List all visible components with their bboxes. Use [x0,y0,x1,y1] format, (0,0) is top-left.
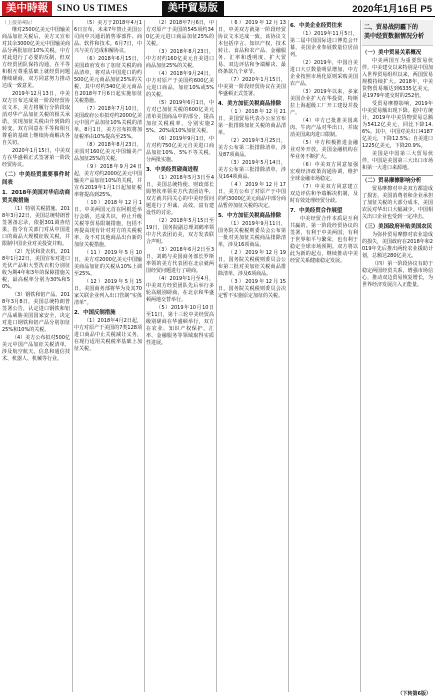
subheading: 4．美方加征关税商品排除 [218,101,282,107]
paragraph: （2）光伏和洗衣机。2018年1月22日，美国宣布对进口光伏产品和大型洗衣机分别征收为期4年和3年的保障措施关税，最高税率分别为30%和50%。 [2,249,70,290]
paragraph: （5）美方于2018年4月16日宣布，未来7年禁止美国公司向中兴通讯销售零部件、商品、软件和技术。6月7日，中兴与美方达成和解协议。 [74,20,142,54]
column-divider [288,20,289,692]
paragraph: 继对2500亿美元中国输美商品加征关税后，美方又宣布对其余3000亿美元中国输美商品分两批加征10%关税。中方对此进行了必要的反制，但双方经贸团队保持沟通，在平等和相互尊重基础上就经贸问题继续磋商，双方同意努力推动达成一致意见。 [2,27,70,89]
paragraph: （3）2019年以来，多家美国企业扩大在华投资，特斯拉上海超级工厂开工建设并投产。 [290,89,358,116]
column-5 [290,20,358,692]
column-1 [2,20,70,692]
paragraph: （1）2018年5月3日至4日，美国总统特使、财政部长姆努钦率领美方代表团访华，双方就共同关心的中美经贸问题进行了坦诚、高效、富有建设性的讨论。 [146,175,214,216]
paragraph: （4）中方已批准美国禽肉、牛肉产品对华出口，并取消美国禽肉进口限制。 [290,118,358,138]
paragraph: （4）2018年9月24日，中方对原产于美国约600亿美元进口商品，加征10%或5%的关税。 [146,71,214,98]
paragraph: （2）2018年5月15日至19日，国务院副总理刘鹤率领中方代表团访美，双方发表联合声明。 [146,218,214,245]
section-title: 美中貿易版 [162,1,224,16]
subheading: 2．中国反制措施 [74,310,116,316]
subheading: 5．中方加征关税商品排除 [218,213,282,219]
paragraph: （4）美方公布拟对500亿美元中国产品加征关税清单，涉及航空航天、信息和通信技术、机器人、机械等行业。 [2,335,70,362]
paragraph: （2）2019年，中国自美进口大豆数量明显增加，中方企业按照市场化原则采购美国农产品。 [290,60,358,87]
column-divider [72,20,73,692]
paragraph: 贸易摩擦对中美双方都造成了损害。美国消费者和企业承担了加征关税的大部分成本，美国农民对华出口大幅减少。中国相关出口企业也受到一定冲击。 [362,186,433,220]
paragraph: （3）2018年8月23日，中方对约160亿美元自美进口商品加征25%的关税。 [146,49,214,69]
paragraph: （3）钢铁和铝产品。2018年3月8日，美国总统特朗普签署公告，认定进口钢铁和铝产品威胁美国国家安全，决定对进口钢铁和铝产品分别加征25%和10%的关税。 [2,292,70,333]
paragraph: （11）2019年5月10日，美方对2000亿美元中国输美商品加征的关税从10%上调至25%。 [74,250,142,277]
headline-line-2: 美中经贸数据情况分析 [364,33,425,40]
paragraph: （6）中美双方同意加强宏观经济政策沟通协调，维护全球金融市场稳定。 [290,162,358,182]
article-headline-box [362,20,433,46]
paragraph: 2019年12月13日，中美双方宣布达成第一阶段经贸协议文本，美方将履行分阶段取消对华产品加征关税的相关承诺，实现加征关税由升到降的转变。双方同意在平等和相互尊重的基础上继续协商解决各自关切。 [2,91,70,146]
subheading: （一）美中贸易关系概况 [362,50,422,56]
article-columns [2,20,433,692]
paragraph: （1）2018年12月21日，美国贸易代表办公室宣布第一批排除加征关税的商品清单。 [218,109,286,136]
paragraph: （5）2019年6月1日，中方对已加征关税的600亿美元清单美国商品中的部分，提高加征关税税率，分别实施25%、20%或10%加征关税。 [146,100,214,134]
paragraph: （5）2019年10月10日至11日，第十三轮中美经贸高级别磋商在华盛顿举行，双方在农业、知识产权保护、汇率、金融服务等领域取得实质性进展。 [146,305,214,346]
issue-date-page: 2020年1月16日 P5 [352,4,432,15]
column-2 [74,20,142,692]
paragraph: （7）2018年7月10日，美国政府公布拟对约2000亿美元中国产品加征10%关税的清单。8月1日，美方宣布拟将加征税率由10%提高至25%。 [74,106,142,140]
column-3 [146,20,214,692]
paragraph: （3）2019年5月14日，美方公布第三批排除清单，涉及164项商品。 [218,160,286,180]
column-6 [362,20,433,692]
paragraph: （4）2019年1月至4月，中美双方经贸团队先后举行多轮高级别磋商，在北京和华盛顿两地交替举行。 [146,276,214,303]
subheading: （二）贸易摩擦影响分析 [362,175,433,185]
paragraph: （6）2019年9月1日，中方对约750亿美元自美进口商品加征10%、5%不等关税，分两批实施。 [146,136,214,163]
subheading: 1．2018年美国对华启动商贸关税措施 [2,190,70,204]
paragraph: （5）中方积极推进金融业对外开放，美国金融机构在华业务不断扩大。 [290,140,358,160]
paragraph: 美国是中国第三大贸易伙伴，中国是美国第三大出口市场和第一大进口来源地。 [362,151,433,171]
continued-to-note: （下转第6版） [397,691,431,697]
column-divider [360,20,361,692]
paragraph: （7）2020年1月15日，中美第一阶段经贸协议在美国华盛顿正式签署。 [218,77,286,97]
paragraph: （1）特别关税措施。2018年3月22日，美国总统特朗普签署备忘录，依据301调查结果，指令有关部门对从中国进口的商品大规模征收关税，并限制中国企业对美投资并购。 [2,206,70,247]
paragraph: （2）2019年12月19日，国务院关税税则委员会公布第二批对美加征关税商品排除清单，涉及6项商品。 [218,250,286,277]
paragraph: （6）2018年6月15日，美国政府发布了加征关税的商品清单，将对从中国进口的约500亿美元商品加征25%的关税，其中对约340亿美元商品自2018年7月6日起实施加征关税措施。 [74,56,142,104]
paragraph: （8）2018年8月23日，美国对160亿美元中国输美产品加征25%的关税。 [74,142,142,162]
paragraph: （9）2018年9月24日起，美方对约2000亿美元中国输美产品加征10%的关税，并宣布2019年1月1日起加征税率将提高到25%。 [74,164,142,198]
paragraph: （3）2018年6月2日至3日，刘鹤与美国商务部长罗斯率领的美方代表团在北京就两国经贸问题进行了磋商。 [146,247,214,274]
headline-line-1: 二、贸易战阴霾下的 [364,24,419,31]
newspaper-english-name: SINO US TIMES [57,3,128,13]
column-divider [216,20,217,692]
paragraph: 2020年1月15日，中美双方在华盛顿正式签署第一阶段经贸协议。 [2,148,70,168]
paragraph: 中美经贸合作本质是互利共赢的。第一阶段经贸协议的签署，有利于中美两国，有利于世界和平与繁荣，也有利于稳定全球市场预期。双方将以此为新的起点，继续推动中美经贸关系健康稳定发展。 [290,216,358,264]
continued-from-note: （上接第4版） [2,20,36,26]
paragraph: 中美两国互为重要贸易伙伴。中美建交以来特别是中国加入世界贸易组织以来，两国贸易规模持续扩大。2018年，中美货物贸易额达到6335亿美元，是1979年建交时的252倍。 [362,58,433,99]
paragraph: （2）2019年3月25日，美方公布第二批排除清单，涉及87项商品。 [218,138,286,158]
paragraph: （12）2019年5月15日，美国商务部将华为及其70家关联企业列入出口管制“实体清单”。 [74,279,142,306]
paragraph: （2）2018年7月6日，中方对原产于美国的545项约340亿美元进口商品加征25%的关税。 [146,20,214,47]
paragraph: （7）中美双方同意建立双边评估和争端解决机制，及时有效处理经贸分歧。 [290,184,358,204]
paragraph: （6）2019年12月13日，中美双方就第一阶段经贸协议文本达成一致。该协议文本包括序言、知识产权、技术转让、食品和农产品、金融服务、汇率和透明度、扩大贸易、双边评估和争端解决、最终条款九个章节。 [218,20,286,75]
page-header [0,0,435,17]
subheading: 7．中美经贸合作展望 [290,208,343,214]
subheading: （三）美国政府补贴美国农民 [362,224,433,230]
column-divider [144,20,145,692]
paragraph: （1）2019年9月11日，国务院关税税则委员会公布第一批对美加征关税商品排除清单，涉及16项商品。 [218,221,286,248]
column-4 [218,20,286,692]
paragraph: （4）2019年12月17日，美方公布了对原产于中国的约3000亿美元商品中部分商品暂停加征关税的决定。 [218,182,286,209]
paragraph: （10）2018年12月1日，中美两国元首在阿根廷举行会晤，达成共识，停止升级关税等贸易限制措施，包括不再提高现有针对对方的关税税率，及不对其他商品出台新的加征关税措施。 [74,200,142,248]
subheading: 6．中美企业经贸往来 [290,23,343,29]
paragraph: 为弥补贸易摩擦对农业造成的损失，美国政府在2018年和2019年先后推出两轮农业援助计划，总额达280亿美元。 [362,232,433,259]
subheading: （二）中美经贸重要事件时间表 [2,172,70,186]
newspaper-logo: 美中時報 [2,1,52,16]
paragraph: （1）2018年4月2日起，中方对原产于美国的7类128项进口商品中止关税减让义务，在现行适用关税税率基础上加征关税。 [74,318,142,352]
paragraph: （1）2019年11月5日，第二届中国国际进口博览会开幕，美国企业参展数量位居前列。 [290,31,358,58]
subheading: 3．中美经贸磋商进程 [146,167,199,173]
paragraph: （3）2019年12月15日，国务院关税税则委员会决定暂不实施原定加征的关税。 [218,279,286,299]
paragraph: （四）第一阶段协议有助于稳定两国经贸关系，增强市场信心，推动双边贸易恢复增长，为世界经济发展注入正能量。 [362,261,433,288]
paragraph: 受贸易摩擦影响，2019年中美贸易额出现下降。据中方统计，2019年中美货物贸易总额为5412亿美元，同比下降14.6%。其中，中国对美出口4187亿美元，下降12.5%；自美进口1225亿美元，下降20.9%。 [362,101,433,149]
